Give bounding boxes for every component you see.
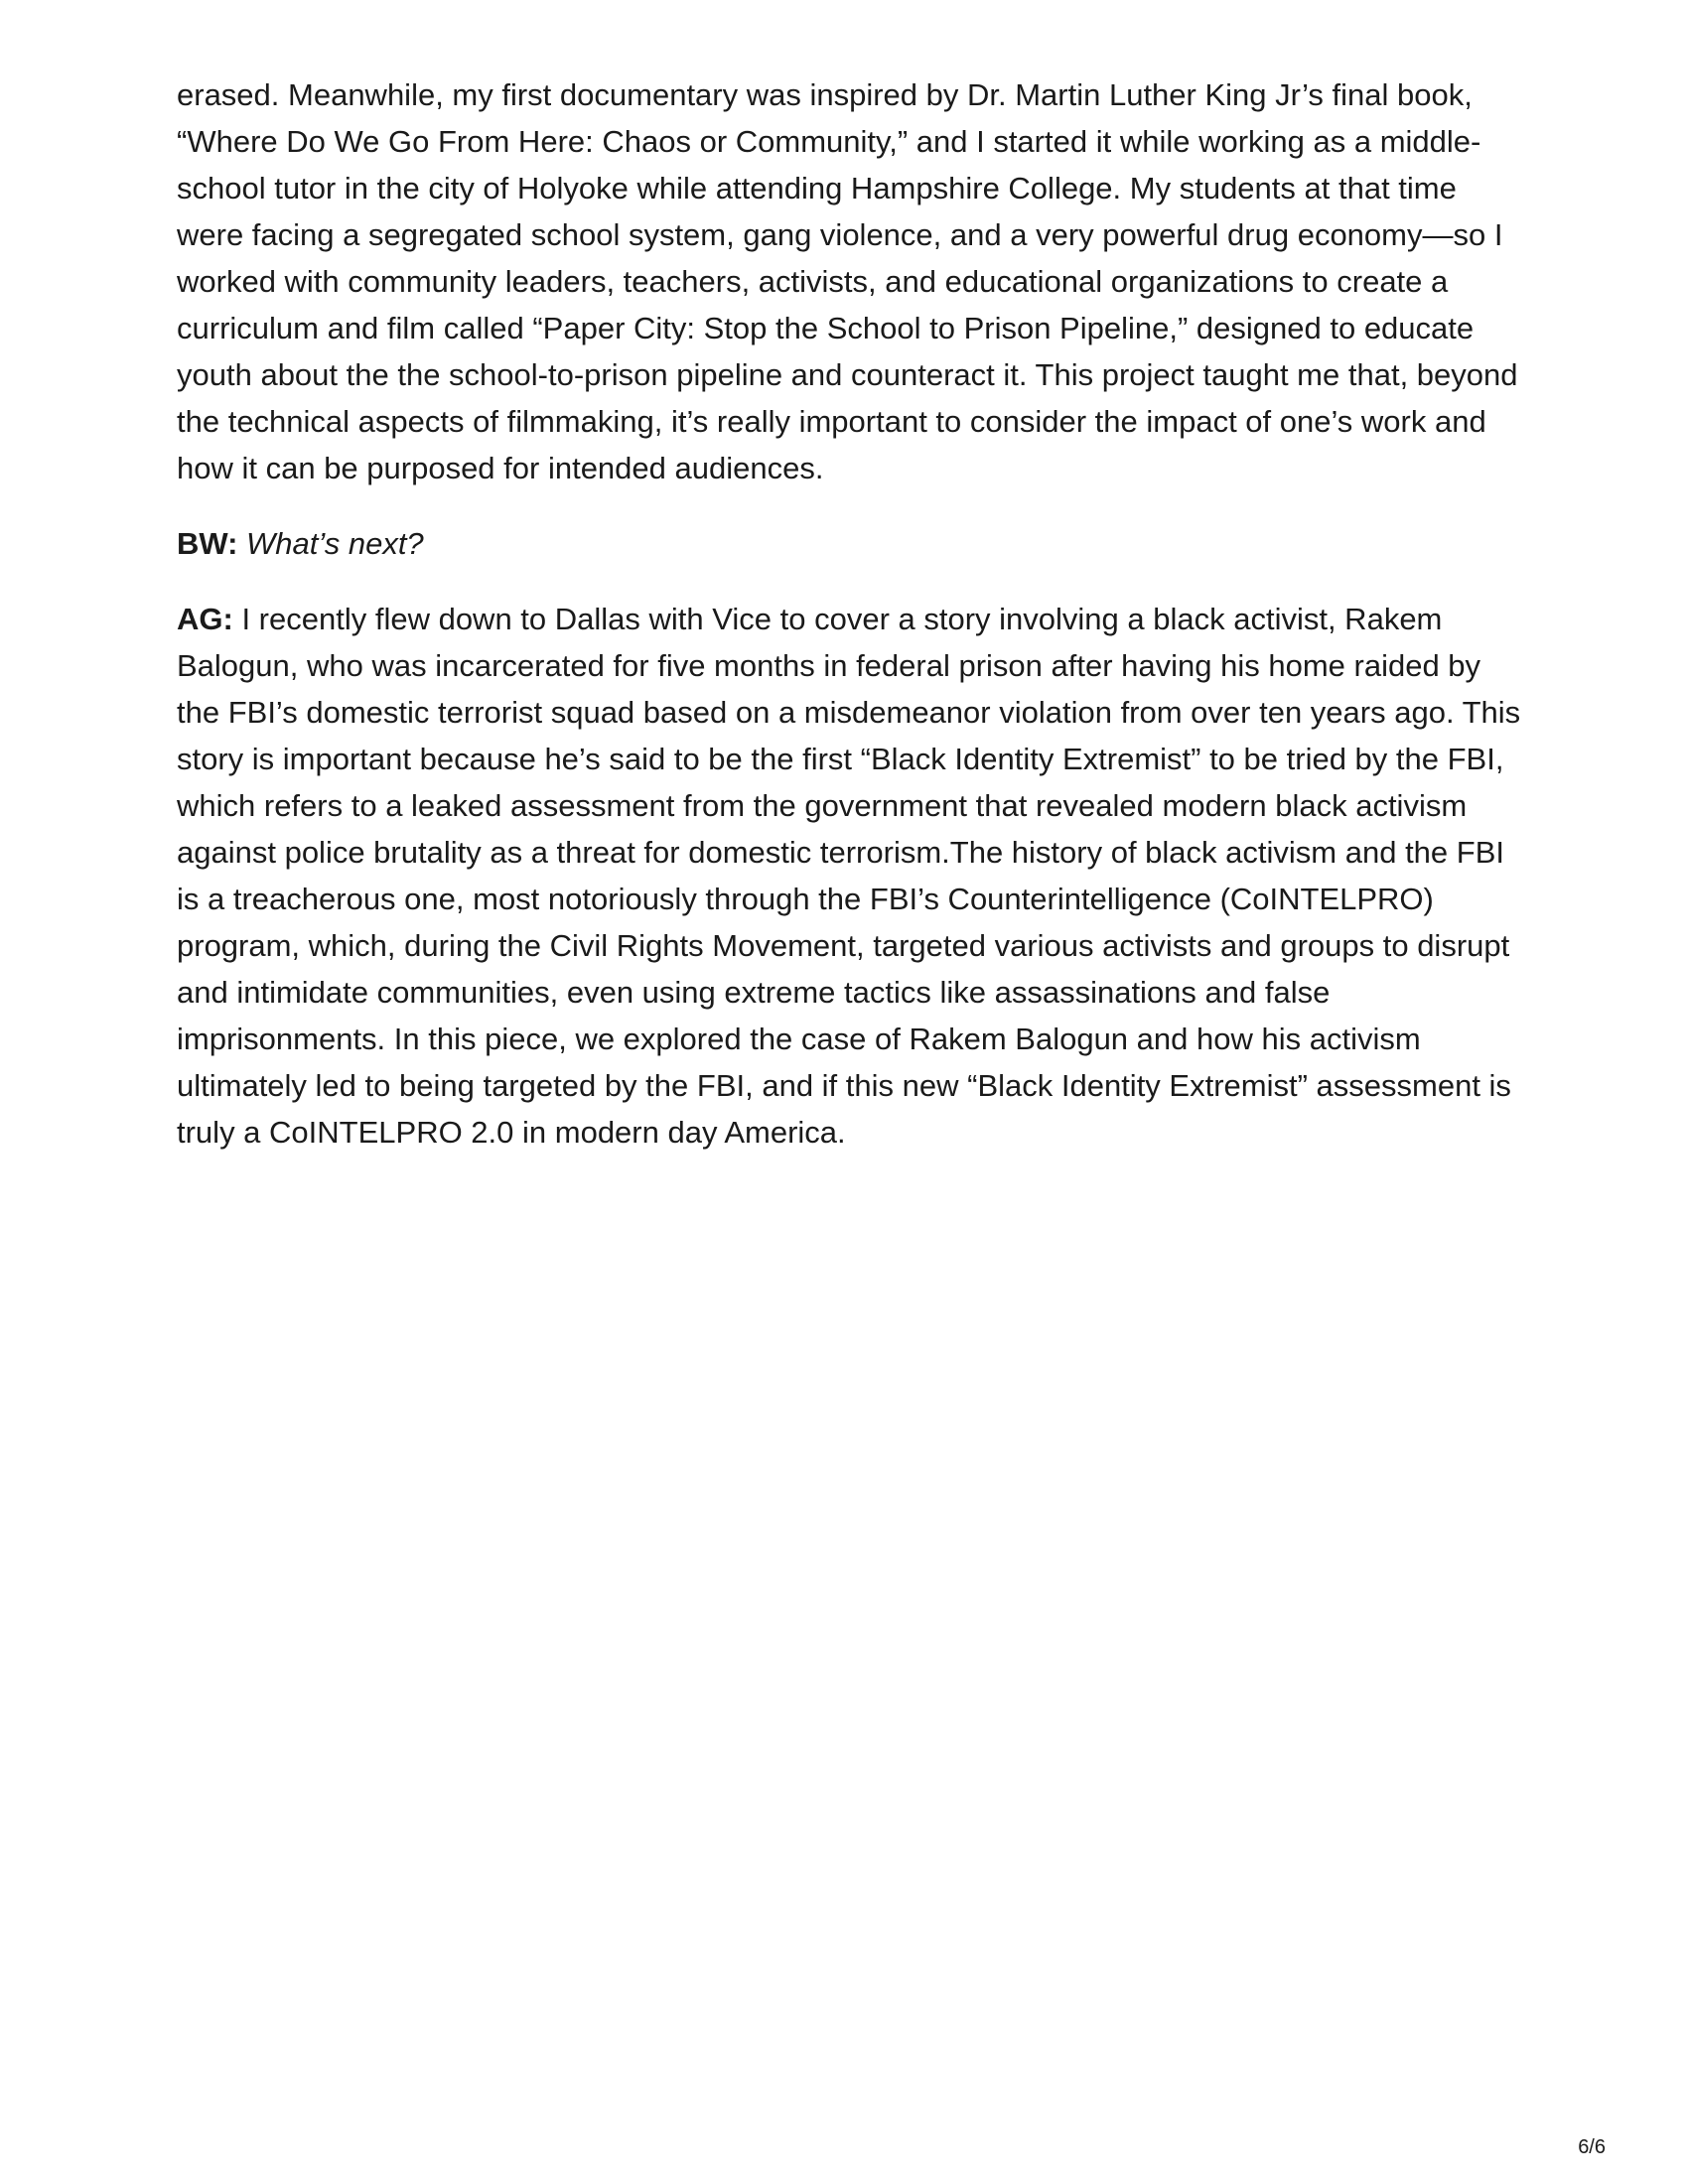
- answer-text: I recently flew down to Dallas with Vice to cover a story involving a black activist, Rakem Balogun, who was incarcerated for five months in federal prison after having his home raided by the FBI’s domestic terrorist squad based on a misdemeanor violation from over ten years ago. This story is important because he’s said to be the first “Black Identity Extremist” to be tried by the FBI, which refers to a leaked assessment from the government that revealed modern black activism against police brutality as a threat for domestic terrorism.The history of black activism and the FBI is a treacherous one, most notoriously through the FBI’s Counterintelligence (CoINTELPRO) program, which, during the Civil Rights Movement, targeted various activists and groups to disrupt and intimidate communities, even using extreme tactics like assassinations and false imprisonments. In this piece, we explored the case of Rakem Balogun and how his activism ultimately led to being targeted by the FBI, and if this new “Black Identity Extremist” assessment is truly a CoINTELPRO 2.0 in modern day America.: [177, 602, 1521, 1150]
- paragraph-text: erased. Meanwhile, my first documentary was inspired by Dr. Martin Luther King Jr’s final book, “Where Do We Go From Here: Chaos or Community,” and I started it while working as a middle-school tutor in the city of Holyoke while attending Hampshire College. My students at that time were facing a segregated school system, gang violence, and a very powerful drug economy—so I worked with community leaders, teachers, activists, and educational organizations to create a curriculum and film called “Paper City: Stop the School to Prison Pipeline,” designed to educate youth about the the school-to-prison pipeline and counteract it. This project taught me that, beyond the technical aspects of filmmaking, it’s really important to consider the impact of one’s work and how it can be purposed for intended audiences.: [177, 77, 1518, 485]
- interview-answer: [177, 596, 1527, 1156]
- question-text: What’s next?: [246, 526, 424, 561]
- speaker-label-bw: BW:: [177, 526, 238, 561]
- speaker-label-ag: AG:: [177, 602, 233, 636]
- paragraph-continuation: [177, 71, 1527, 491]
- document-body: [177, 71, 1527, 1156]
- interview-question: [177, 520, 1527, 567]
- page-number: 6/6: [1578, 2136, 1606, 2158]
